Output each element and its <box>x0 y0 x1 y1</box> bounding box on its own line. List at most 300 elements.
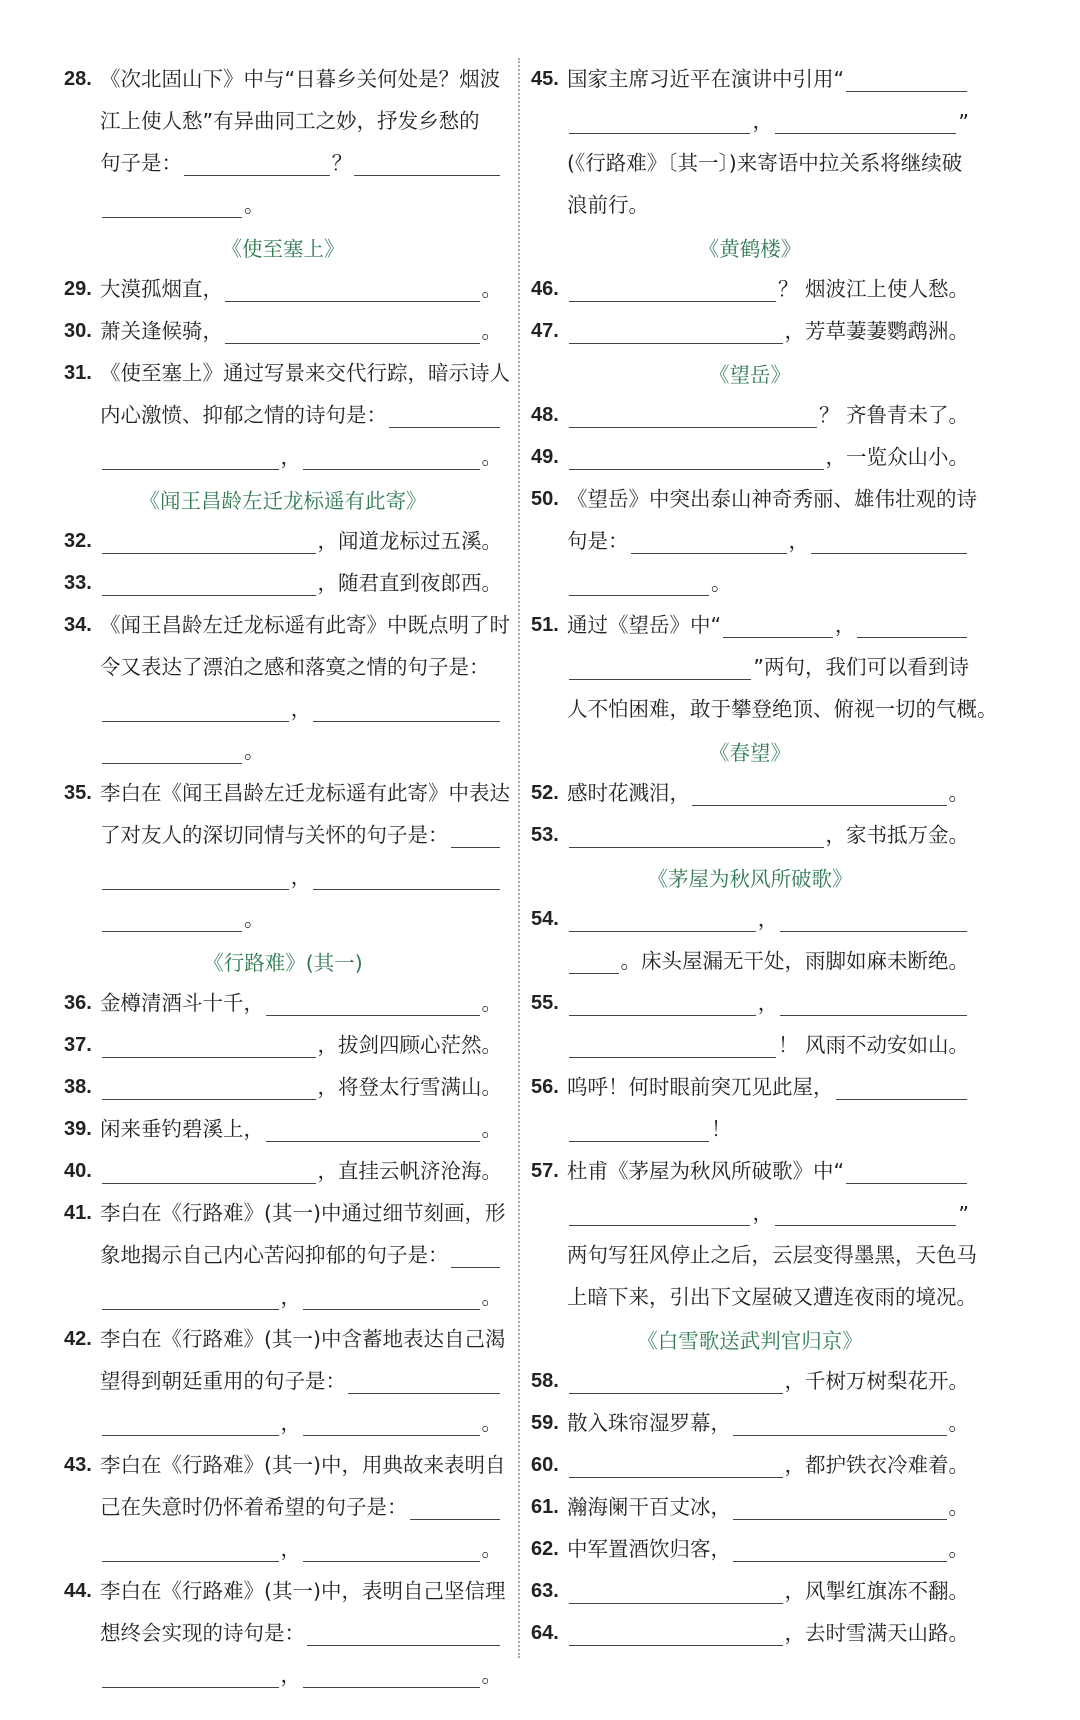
question-text <box>567 1074 969 1100</box>
answer-blank[interactable] <box>569 1205 750 1226</box>
answer-blank[interactable] <box>780 911 967 932</box>
text-segment: 《次北固山下》中与“日暮乡关何处是？烟波 <box>100 67 501 91</box>
question-text <box>567 528 969 554</box>
right-column <box>531 58 998 1654</box>
question-text <box>567 822 969 848</box>
question-number: 51. <box>531 613 559 636</box>
answer-blank[interactable] <box>569 1373 783 1394</box>
section-title: 《闻王昌龄左迁龙标遥有此寄》 <box>139 489 427 513</box>
question-item <box>531 1150 969 1192</box>
question-item <box>531 982 969 1024</box>
question-text <box>100 1620 502 1646</box>
answer-blank[interactable] <box>569 575 709 596</box>
question-text <box>567 654 969 680</box>
question-number: 59. <box>531 1411 559 1434</box>
answer-blank[interactable] <box>303 1541 480 1562</box>
question-item <box>64 772 510 814</box>
question-number: 55. <box>531 991 559 1014</box>
answer-blank[interactable] <box>102 1163 316 1184</box>
text-segment: 。 <box>481 1117 502 1141</box>
question-text <box>100 990 502 1016</box>
section-title: 《使至塞上》 <box>221 237 345 261</box>
question-number: 63. <box>531 1579 559 1602</box>
text-segment: 大漠孤烟直， <box>100 277 223 301</box>
question-number: 33. <box>64 571 92 594</box>
answer-blank[interactable] <box>307 1625 500 1646</box>
answer-blank[interactable] <box>780 995 967 1016</box>
question-line <box>531 940 969 982</box>
answer-blank[interactable] <box>184 155 330 176</box>
text-segment: ，闻道龙标过五溪。 <box>317 529 502 553</box>
text-segment: ，都护铁衣冷难着。 <box>784 1453 969 1477</box>
text-segment: 上暗下来，引出下文屋破又遭连夜雨的境况。 <box>567 1285 977 1309</box>
question-item <box>64 1192 506 1234</box>
text-segment: 句是： <box>567 529 629 553</box>
question-line <box>64 1528 502 1570</box>
answer-blank[interactable] <box>451 827 501 848</box>
answer-blank[interactable] <box>569 1037 776 1058</box>
question-item <box>531 1444 969 1486</box>
question-line <box>64 688 502 730</box>
answer-blank[interactable] <box>569 827 824 848</box>
text-segment: ， <box>290 865 312 889</box>
question-item <box>64 520 502 562</box>
question-line <box>64 856 502 898</box>
question-number: 39. <box>64 1117 92 1140</box>
answer-blank[interactable] <box>569 1583 783 1604</box>
question-item <box>64 268 502 310</box>
text-segment: 呜呼！何时眼前突兀见此屋， <box>567 1075 834 1099</box>
text-segment: ？ 烟波江上使人愁。 <box>777 277 969 301</box>
question-line <box>64 100 502 142</box>
answer-blank[interactable] <box>733 1541 947 1562</box>
text-segment: 。 <box>481 277 502 301</box>
text-segment: 。 <box>244 193 265 217</box>
question-text <box>100 1326 506 1352</box>
question-text <box>100 318 502 344</box>
question-text <box>567 948 969 974</box>
text-segment: 浪前行。 <box>567 193 649 217</box>
question-text <box>567 402 969 428</box>
text-segment: ，去时雪满天山路。 <box>784 1621 969 1645</box>
text-segment: 李白在《行路难》(其一)中含蓄地表达自己渴 <box>100 1327 506 1351</box>
question-text <box>567 276 969 302</box>
question-text <box>567 1452 969 1478</box>
text-segment: 人不怕困难，敢于攀登绝顶、俯视一切的气概。 <box>567 697 998 721</box>
question-number: 42. <box>64 1327 92 1350</box>
answer-blank[interactable] <box>389 407 500 428</box>
answer-blank[interactable] <box>102 1541 279 1562</box>
question-number: 48. <box>531 403 559 426</box>
answer-blank[interactable] <box>313 701 500 722</box>
answer-blank[interactable] <box>733 1415 947 1436</box>
answer-blank[interactable] <box>569 953 619 974</box>
question-line <box>64 1234 502 1276</box>
text-segment: 萧关逢候骑， <box>100 319 223 343</box>
question-text <box>100 780 510 806</box>
text-segment: 己在失意时仍怀着希望的句子是： <box>100 1495 408 1519</box>
question-line <box>64 1612 502 1654</box>
text-segment: ， <box>788 529 809 553</box>
question-number: 61. <box>531 1495 559 1518</box>
question-text <box>100 822 502 848</box>
question-item <box>531 814 969 856</box>
text-segment: ， <box>280 1285 301 1309</box>
answer-blank[interactable] <box>102 743 242 764</box>
answer-blank[interactable] <box>102 911 242 932</box>
question-number: 35. <box>64 781 92 804</box>
question-text <box>567 108 969 134</box>
text-segment: 。 <box>948 1537 969 1561</box>
question-item <box>531 1528 969 1570</box>
question-line <box>531 100 969 142</box>
question-number: 36. <box>64 991 92 1014</box>
question-item <box>64 1024 502 1066</box>
question-line <box>64 436 502 478</box>
question-line <box>64 1276 502 1318</box>
question-line <box>531 562 969 604</box>
question-item <box>531 394 969 436</box>
text-segment: 。 <box>481 1537 502 1561</box>
question-number: 62. <box>531 1537 559 1560</box>
question-text <box>567 318 969 344</box>
answer-blank[interactable] <box>102 1289 279 1310</box>
text-segment: 感时花溅泪， <box>567 781 690 805</box>
question-number: 52. <box>531 781 559 804</box>
question-text <box>100 654 502 680</box>
text-segment: ” <box>958 110 969 134</box>
question-text <box>100 1578 506 1604</box>
text-segment: ？ <box>331 151 353 175</box>
question-number: 60. <box>531 1453 559 1476</box>
question-text <box>100 108 502 134</box>
text-segment: 中军置酒饮归客， <box>567 1537 731 1561</box>
text-segment: 。 <box>481 1285 502 1309</box>
text-segment: 。 <box>711 571 732 595</box>
text-segment: 了对友人的深切同情与关怀的句子是： <box>100 823 449 847</box>
question-item <box>531 898 969 940</box>
question-line <box>64 394 502 436</box>
question-line <box>531 1024 969 1066</box>
answer-blank[interactable] <box>569 1625 783 1646</box>
question-text <box>567 570 969 596</box>
question-text <box>567 1410 969 1436</box>
question-number: 41. <box>64 1201 92 1224</box>
answer-blank[interactable] <box>303 1415 480 1436</box>
question-line <box>64 814 502 856</box>
question-number: 43. <box>64 1453 92 1476</box>
question-text <box>100 150 502 176</box>
text-segment: 杜甫《茅屋为秋风所破歌》中“ <box>567 1159 845 1183</box>
question-text <box>100 276 502 302</box>
text-segment: 令又表达了漂泊之感和落寞之情的句子是： <box>100 655 490 679</box>
question-text <box>100 1200 506 1226</box>
question-line <box>64 646 502 688</box>
text-segment: ， <box>280 1663 301 1687</box>
question-text <box>100 906 502 932</box>
answer-blank[interactable] <box>410 1499 501 1520</box>
section-title: 《茅屋为秋风所破歌》 <box>647 867 853 891</box>
question-item <box>64 1318 506 1360</box>
answer-blank[interactable] <box>733 1499 947 1520</box>
question-item <box>531 604 969 646</box>
answer-blank[interactable] <box>303 1667 480 1688</box>
text-segment: ， <box>280 1537 301 1561</box>
text-segment: 散入珠帘湿罗幕， <box>567 1411 731 1435</box>
question-text <box>100 1032 502 1058</box>
answer-blank[interactable] <box>569 281 776 302</box>
question-item <box>531 268 969 310</box>
question-text <box>100 66 502 92</box>
answer-blank[interactable] <box>569 407 817 428</box>
text-segment: ， <box>757 991 779 1015</box>
answer-blank[interactable] <box>303 1289 480 1310</box>
question-text <box>100 1116 502 1142</box>
question-number: 57. <box>531 1159 559 1182</box>
answer-blank[interactable] <box>775 1205 956 1226</box>
text-segment: ，直挂云帆济沧海。 <box>317 1159 502 1183</box>
text-segment: 金樽清酒斗十千， <box>100 991 264 1015</box>
question-text <box>567 444 969 470</box>
text-segment: ， <box>752 109 773 133</box>
answer-blank[interactable] <box>569 113 750 134</box>
text-segment: 望得到朝廷重用的句子是： <box>100 1369 346 1393</box>
question-line <box>64 184 502 226</box>
answer-blank[interactable] <box>569 995 756 1016</box>
answer-blank[interactable] <box>102 197 242 218</box>
question-line <box>531 142 969 184</box>
question-line <box>64 142 502 184</box>
answer-blank[interactable] <box>102 449 279 470</box>
question-text <box>100 864 502 890</box>
question-number: 30. <box>64 319 92 342</box>
text-segment: ， <box>280 1411 301 1435</box>
question-line <box>64 1360 502 1402</box>
text-segment: 。 <box>481 1663 502 1687</box>
text-segment: 内心激愤、抑郁之情的诗句是： <box>100 403 387 427</box>
text-segment: 。 <box>481 445 502 469</box>
text-segment: ，芳草萋萋鹦鹉洲。 <box>784 319 969 343</box>
answer-blank[interactable] <box>313 869 500 890</box>
question-number: 50. <box>531 487 559 510</box>
question-text <box>567 780 969 806</box>
answer-blank[interactable] <box>102 1037 316 1058</box>
question-text <box>567 1032 969 1058</box>
text-segment: ， <box>834 613 856 637</box>
answer-blank[interactable] <box>102 869 289 890</box>
answer-blank[interactable] <box>451 1247 501 1268</box>
question-text <box>567 1578 969 1604</box>
question-line <box>531 1192 969 1234</box>
text-segment: ，千树万树梨花开。 <box>784 1369 969 1393</box>
answer-blank[interactable] <box>569 449 824 470</box>
question-item <box>64 1570 506 1612</box>
question-number: 54. <box>531 907 559 930</box>
answer-blank[interactable] <box>266 995 480 1016</box>
question-line <box>64 1654 502 1696</box>
question-text <box>567 1116 969 1142</box>
question-item <box>64 58 502 100</box>
question-item <box>64 310 502 352</box>
question-number: 28. <box>64 67 92 90</box>
answer-blank[interactable] <box>225 323 480 344</box>
text-segment: 。 <box>481 319 502 343</box>
text-segment: 象地揭示自己内心苦闷抑郁的句子是： <box>100 1243 449 1267</box>
question-number: 53. <box>531 823 559 846</box>
question-text <box>100 444 502 470</box>
answer-blank[interactable] <box>102 1079 316 1100</box>
text-segment: ， <box>752 1201 773 1225</box>
question-text <box>100 1284 502 1310</box>
text-segment: 《闻王昌龄左迁龙标遥有此寄》中既点明了时 <box>100 613 510 637</box>
question-number: 34. <box>64 613 92 636</box>
text-segment: ，一览众山小。 <box>825 445 969 469</box>
question-line <box>64 1486 502 1528</box>
question-item <box>64 562 502 604</box>
text-segment: ” <box>958 1202 969 1226</box>
text-segment: ？ 齐鲁青未了。 <box>818 403 969 427</box>
question-text <box>567 486 977 512</box>
question-text <box>567 1158 969 1184</box>
question-line <box>64 730 502 772</box>
text-segment: 《使至塞上》通过写景来交代行踪，暗示诗人 <box>100 361 510 385</box>
question-number: 58. <box>531 1369 559 1392</box>
answer-blank[interactable] <box>354 155 500 176</box>
question-number: 38. <box>64 1075 92 1098</box>
text-segment: ！ 风雨不动安如山。 <box>777 1033 969 1057</box>
text-segment: 通过《望岳》中“ <box>567 613 722 637</box>
text-segment: ，风掣红旗冻不翻。 <box>784 1579 969 1603</box>
text-segment: 。 <box>244 907 265 931</box>
answer-blank[interactable] <box>569 1457 783 1478</box>
question-item <box>531 310 969 352</box>
question-text <box>100 1494 502 1520</box>
question-item <box>64 1066 502 1108</box>
question-item <box>531 1066 969 1108</box>
answer-blank[interactable] <box>775 113 956 134</box>
question-item <box>531 436 969 478</box>
answer-blank[interactable] <box>348 1373 500 1394</box>
text-segment: 李白在《行路难》(其一)中通过细节刻画，形 <box>100 1201 506 1225</box>
question-text <box>100 1410 502 1436</box>
question-text <box>100 1536 502 1562</box>
question-text <box>100 738 502 764</box>
text-segment: ，拔剑四顾心茫然。 <box>317 1033 502 1057</box>
question-text <box>567 1620 969 1646</box>
question-item <box>531 1570 969 1612</box>
question-text <box>567 612 969 638</box>
answer-blank[interactable] <box>836 1079 968 1100</box>
text-segment: 李白在《行路难》(其一)中，表明自己坚信理 <box>100 1579 506 1603</box>
question-item <box>531 1360 969 1402</box>
answer-blank[interactable] <box>266 1121 480 1142</box>
answer-blank[interactable] <box>303 449 480 470</box>
text-segment: ”两句，我们可以看到诗 <box>753 655 969 679</box>
text-segment: ，将登太行雪满山。 <box>317 1075 502 1099</box>
question-item <box>531 1402 969 1444</box>
answer-blank[interactable] <box>102 575 316 596</box>
question-text <box>100 1074 502 1100</box>
question-number: 44. <box>64 1579 92 1602</box>
text-segment: 。 <box>948 1495 969 1519</box>
text-segment: 国家主席习近平在演讲中引用“ <box>567 67 845 91</box>
question-text <box>100 1158 502 1184</box>
answer-blank[interactable] <box>857 617 967 638</box>
question-text <box>567 990 969 1016</box>
text-segment: 闲来垂钓碧溪上， <box>100 1117 264 1141</box>
text-segment: ！ <box>711 1117 732 1141</box>
question-text <box>567 1284 977 1310</box>
text-segment: 。 <box>481 991 502 1015</box>
question-text <box>100 192 502 218</box>
question-text <box>567 150 969 176</box>
question-item <box>64 352 510 394</box>
question-item <box>531 478 977 520</box>
question-text <box>567 1494 969 1520</box>
answer-blank[interactable] <box>225 281 480 302</box>
section-title: 《白雪歌送武判官归京》 <box>637 1329 863 1353</box>
question-item <box>64 1444 506 1486</box>
text-segment: ， <box>290 697 312 721</box>
text-segment: 想终会实现的诗句是： <box>100 1621 305 1645</box>
answer-blank[interactable] <box>846 71 967 92</box>
question-number: 56. <box>531 1075 559 1098</box>
question-text <box>100 402 502 428</box>
answer-blank[interactable] <box>569 323 783 344</box>
answer-blank[interactable] <box>102 1667 279 1688</box>
question-line <box>531 1108 969 1150</box>
section-title: 《望岳》 <box>709 363 791 387</box>
question-number: 32. <box>64 529 92 552</box>
answer-blank[interactable] <box>723 617 833 638</box>
answer-blank[interactable] <box>102 701 289 722</box>
question-number: 45. <box>531 67 559 90</box>
text-segment: 两句写狂风停止之后，云层变得墨黑，天色马 <box>567 1243 977 1267</box>
question-text <box>100 1452 506 1478</box>
question-text <box>567 1242 977 1268</box>
question-item <box>531 58 969 100</box>
question-text <box>100 360 510 386</box>
question-text <box>100 1368 502 1394</box>
text-segment: 李白在《闻王昌龄左迁龙标遥有此寄》中表达 <box>100 781 510 805</box>
text-segment: ， <box>757 907 779 931</box>
text-segment: 。床头屋漏无干处，雨脚如麻未断绝。 <box>620 949 969 973</box>
text-segment: 《望岳》中突出泰山神奇秀丽、雄伟壮观的诗 <box>567 487 977 511</box>
question-text <box>567 1368 969 1394</box>
question-line <box>531 688 998 730</box>
answer-blank[interactable] <box>102 533 316 554</box>
question-text <box>100 1662 502 1688</box>
question-number: 47. <box>531 319 559 342</box>
answer-blank[interactable] <box>569 659 751 680</box>
answer-blank[interactable] <box>631 533 787 554</box>
answer-blank[interactable] <box>102 1415 279 1436</box>
question-item <box>64 1150 502 1192</box>
question-text <box>100 696 502 722</box>
question-text <box>567 192 969 218</box>
section-title: 《黄鹤楼》 <box>698 237 802 261</box>
answer-blank[interactable] <box>569 911 756 932</box>
answer-blank[interactable] <box>569 1121 709 1142</box>
answer-blank[interactable] <box>692 785 947 806</box>
answer-blank[interactable] <box>811 533 967 554</box>
question-line <box>531 184 969 226</box>
question-text <box>567 696 998 722</box>
answer-blank[interactable] <box>846 1163 967 1184</box>
question-text <box>567 1200 969 1226</box>
question-line <box>531 646 969 688</box>
question-number: 46. <box>531 277 559 300</box>
